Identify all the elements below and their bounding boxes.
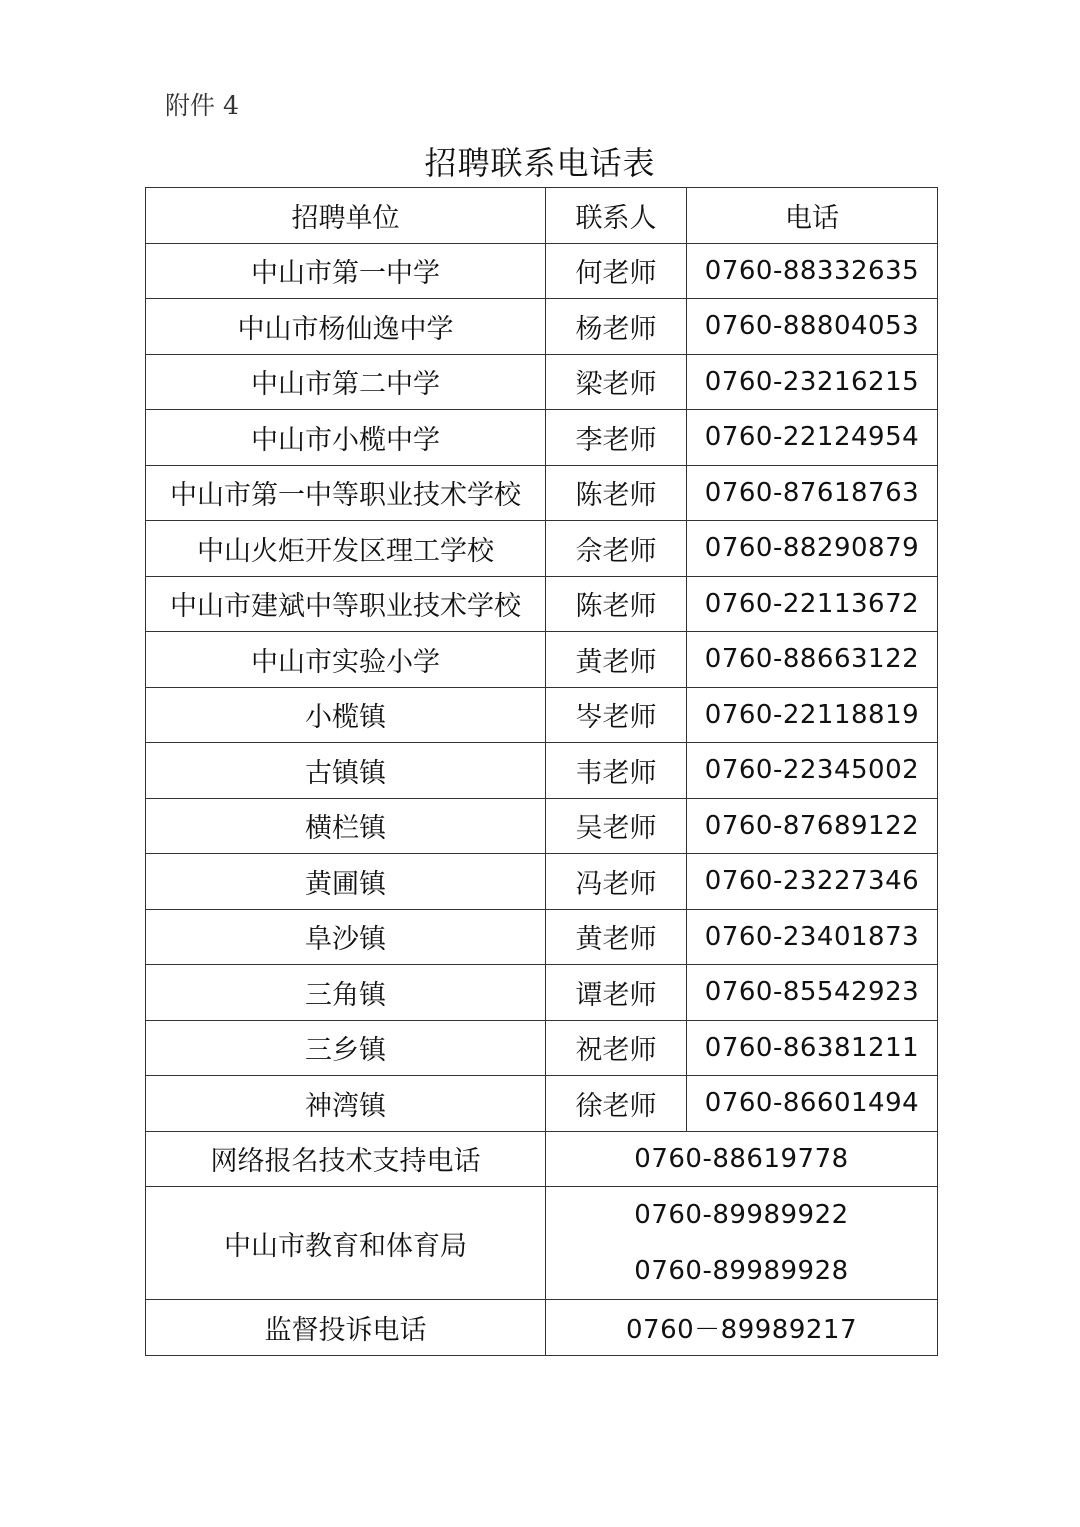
bureau-phones <box>546 1187 938 1300</box>
table-header-row <box>146 188 938 244</box>
table-row <box>146 687 938 743</box>
unit-cell: 中山火炬开发区理工学校 <box>146 521 546 577</box>
unit-cell: 中山市实验小学 <box>146 632 546 688</box>
support-phone: 0760-88619778 <box>546 1131 938 1187</box>
phone-cell: 0760-22113672 <box>687 576 938 632</box>
contact-cell: 岑老师 <box>546 687 687 743</box>
unit-cell: 古镇镇 <box>146 743 546 799</box>
bureau-phone-1: 0760-89989922 <box>634 1200 849 1230</box>
complaint-row <box>146 1300 938 1356</box>
table-row <box>146 410 938 466</box>
unit-cell: 小榄镇 <box>146 687 546 743</box>
phone-cell: 0760-88804053 <box>687 299 938 355</box>
support-row <box>146 1131 938 1187</box>
contact-cell: 祝老师 <box>546 1020 687 1076</box>
unit-cell: 神湾镇 <box>146 1076 546 1132</box>
contact-cell: 梁老师 <box>546 354 687 410</box>
contact-cell: 徐老师 <box>546 1076 687 1132</box>
page-title: 招聘联系电话表 <box>424 144 656 182</box>
phone-cell: 0760-88332635 <box>687 243 938 299</box>
phone-cell: 0760-22124954 <box>687 410 938 466</box>
contact-cell: 李老师 <box>546 410 687 466</box>
contact-cell: 谭老师 <box>546 965 687 1021</box>
support-label: 网络报名技术支持电话 <box>146 1131 546 1187</box>
complaint-phone: 0760－89989217 <box>546 1300 938 1356</box>
table-row <box>146 909 938 965</box>
phone-cell: 0760-23216215 <box>687 354 938 410</box>
contact-cell: 杨老师 <box>546 299 687 355</box>
table-row <box>146 632 938 688</box>
complaint-label: 监督投诉电话 <box>146 1300 546 1356</box>
table-row <box>146 521 938 577</box>
bureau-phone-2: 0760-89989928 <box>634 1256 849 1286</box>
unit-cell: 三角镇 <box>146 965 546 1021</box>
phone-cell: 0760-86601494 <box>687 1076 938 1132</box>
unit-cell: 黄圃镇 <box>146 854 546 910</box>
phone-cell: 0760-23401873 <box>687 909 938 965</box>
table-row <box>146 243 938 299</box>
unit-cell: 中山市第二中学 <box>146 354 546 410</box>
contact-table <box>145 187 938 1356</box>
header-contact: 联系人 <box>546 188 687 244</box>
table-row <box>146 465 938 521</box>
unit-cell: 中山市第一中等职业技术学校 <box>146 465 546 521</box>
contact-cell: 黄老师 <box>546 909 687 965</box>
phone-cell: 0760-22118819 <box>687 687 938 743</box>
contact-cell: 陈老师 <box>546 465 687 521</box>
unit-cell: 中山市杨仙逸中学 <box>146 299 546 355</box>
contact-cell: 佘老师 <box>546 521 687 577</box>
phone-cell: 0760-23227346 <box>687 854 938 910</box>
table-row <box>146 1076 938 1132</box>
table-row <box>146 354 938 410</box>
bureau-row <box>146 1187 938 1300</box>
table-row <box>146 798 938 854</box>
header-unit: 招聘单位 <box>146 188 546 244</box>
table-row <box>146 854 938 910</box>
unit-cell: 阜沙镇 <box>146 909 546 965</box>
phone-cell: 0760-86381211 <box>687 1020 938 1076</box>
table-row <box>146 1020 938 1076</box>
contact-cell: 陈老师 <box>546 576 687 632</box>
phone-cell: 0760-87689122 <box>687 798 938 854</box>
phone-cell: 0760-88290879 <box>687 521 938 577</box>
unit-cell: 中山市小榄中学 <box>146 410 546 466</box>
contact-cell: 韦老师 <box>546 743 687 799</box>
table-row <box>146 965 938 1021</box>
unit-cell: 三乡镇 <box>146 1020 546 1076</box>
table-row <box>146 299 938 355</box>
bureau-label: 中山市教育和体育局 <box>146 1187 546 1300</box>
phone-cell: 0760-22345002 <box>687 743 938 799</box>
attachment-label: 附件 4 <box>165 91 239 120</box>
unit-cell: 中山市建斌中等职业技术学校 <box>146 576 546 632</box>
contact-cell: 何老师 <box>546 243 687 299</box>
table-row <box>146 743 938 799</box>
phone-cell: 0760-87618763 <box>687 465 938 521</box>
unit-cell: 中山市第一中学 <box>146 243 546 299</box>
phone-cell: 0760-88663122 <box>687 632 938 688</box>
contact-cell: 吴老师 <box>546 798 687 854</box>
unit-cell: 横栏镇 <box>146 798 546 854</box>
contact-cell: 黄老师 <box>546 632 687 688</box>
table-row <box>146 576 938 632</box>
contact-cell: 冯老师 <box>546 854 687 910</box>
header-phone: 电话 <box>687 188 938 244</box>
phone-cell: 0760-85542923 <box>687 965 938 1021</box>
